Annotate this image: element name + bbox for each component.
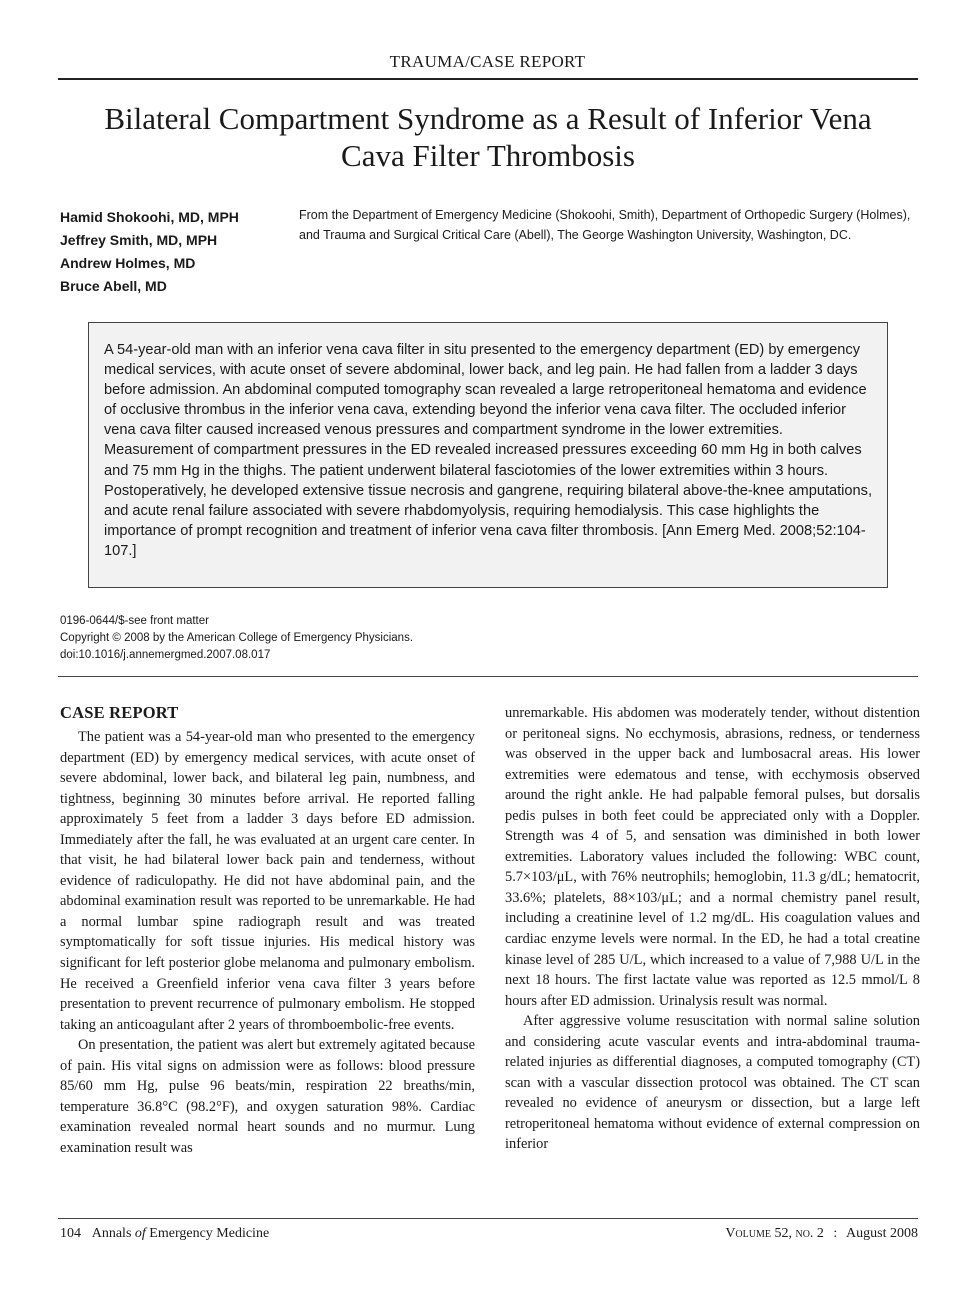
body-column-left	[60, 703, 475, 1158]
front-matter	[60, 613, 413, 664]
doi-line: doi:10.1016/j.annemergmed.2007.08.017	[60, 649, 271, 661]
author-name: Andrew Holmes, MD	[60, 255, 196, 271]
section-label: TRAUMA/CASE REPORT	[389, 52, 586, 71]
issn-line: 0196-0644/$-see front matter	[60, 615, 209, 627]
abstract-box	[88, 322, 888, 588]
volume-issue: Volume 52, no. 2	[725, 1226, 824, 1241]
journal-name-part: Annals	[91, 1226, 132, 1241]
footer-rule	[58, 1218, 918, 1219]
issue-date: August 2008	[846, 1226, 918, 1241]
footer-issue	[725, 1226, 918, 1242]
body-paragraph: On presentation, the patient was alert but extremely agitated because of pain. His vital signs on admission were as follows: blood pressure 85/60 mm Hg, pulse 96 beats/min, respiration 22 breaths/min, temperature 36.8°C (98.2°F), and oxygen saturation 98%. Cardiac examination revealed normal heart sounds and no murmur. Lung examination result was	[60, 1037, 475, 1156]
body-paragraph: After aggressive volume resuscitation with normal saline solution and considering acute vascular events and intra-abdominal trauma-related injuries as differential diagnoses, a computed tomography (CT) scan with a vascular dissection protocol was obtained. The CT scan revealed no evidence of aneurysm or dissection, but a large left retroperitoneal hematoma without evidence of external compression on inferior	[505, 1013, 920, 1153]
section-divider	[58, 676, 918, 677]
article-title: Bilateral Compartment Syndrome as a Result of Inferior Vena Cava Filter Thrombosis	[104, 101, 872, 173]
page-number: 104	[60, 1226, 81, 1241]
author-name: Jeffrey Smith, MD, MPH	[60, 232, 218, 248]
section-heading: CASE REPORT	[60, 703, 179, 722]
abstract-text: A 54-year-old man with an inferior vena cava filter in situ presented to the emergency department (ED) by emergency medical services, with acute onset of severe abdominal, lower back, and leg pain. He had fallen from a ladder 3 days before admission. An abdominal computed tomography scan revealed a large retroperitoneal hematoma and evidence of occlusive thrombus in the inferior vena cava, extending beyond the inferior vena cava filter. The occluded inferior vena cava filter caused increased venous pressures and compartment syndrome in the lower extremities. Measurement of compartment pressures in the ED revealed increased pressures exceeding 60 mm Hg in both calves and 75 mm Hg in the thighs. The patient underwent bilateral fasciotomies of the lower extremities within 3 hours. Postoperatively, he developed extensive tissue necrosis and gangrene, requiring bilateral above-the-knee amputations, and acute renal failure associated with severe rhabdomyolysis, requiring hemodialysis. This case highlights the importance of prompt recognition and treatment of inferior vena cava filter thrombosis. [Ann Emerg Med. 2008;52:104-107.]	[104, 342, 872, 559]
author-name: Hamid Shokoohi, MD, MPH	[60, 209, 239, 225]
top-rule	[58, 78, 918, 80]
copyright-line: Copyright © 2008 by the American College of Emergency Physicians.	[60, 632, 414, 644]
body-column-right	[505, 703, 920, 1155]
footer-separator: :	[833, 1226, 838, 1241]
body-paragraph: unremarkable. His abdomen was moderately tender, without distention or peritoneal signs. No ecchymosis, abrasions, redness, or tenderness was observed in the upper back and lumbosacral areas. His lower extremities were edematous and tense, with ecchymosis observed around the right ankle. He had palpable femoral pulses, but dorsalis pedis pulses in both feet could be appreciated only with a Doppler. Strength was 4 of 5, and sensation was diminished in both lower extremities. Laboratory values included the following: WBC count, 5.7×103/μL, with 76% neutrophils; hemoglobin, 11.3 g/dL; hematocrit, 33.6%; platelets, 88×103/μL; and a normal chemistry panel result, including a creatinine level of 1.2 mg/dL. His coagulation values and cardiac enzyme levels were normal. In the ED, he had a total creatine kinase level of 285 U/L, which increased to a value of 7,988 U/L in the next 18 hours. The first lactate value was reported as 12.5 mmol/L 8 hours after ED admission. Urinalysis result was normal.	[505, 705, 920, 1009]
footer-journal	[60, 1226, 269, 1242]
journal-name-part: Emergency Medicine	[149, 1226, 270, 1241]
author-name: Bruce Abell, MD	[60, 278, 167, 294]
author-affiliation: From the Department of Emergency Medicine (Shokoohi, Smith), Department of Orthopedic Surgery (Holmes), and Trauma and Surgical Critical Care (Abell), The George Washington University, Washington, DC.	[299, 208, 911, 242]
author-list	[60, 206, 239, 298]
journal-name-of: of	[134, 1226, 146, 1241]
body-paragraph: The patient was a 54-year-old man who presented to the emergency department (ED) by emergency medical services, with acute onset of severe abdominal, lower back, and bilateral leg pain, numbness, and tightness, beginning 30 minutes before arrival. He reported falling approximately 5 feet from a ladder 3 days before ED admission. Immediately after the fall, he was evaluated at an urgent care center. In that visit, he had bilateral lower back pain and tenderness, without evidence of radiculopathy. He did not have abdominal pain, and the abdominal examination result was reported to be unremarkable. He had a normal lumbar spine radiograph result and was treated symptomatically for soft tissue injuries. His medical history was significant for left posterior globe melanoma and pulmonary embolism. He received a Greenfield inferior vena cava filter 3 years before presentation to prevent recurrence of pulmonary embolism. He stopped taking an anticoagulant after 2 years of thromboembolic-free events.	[60, 729, 475, 1033]
